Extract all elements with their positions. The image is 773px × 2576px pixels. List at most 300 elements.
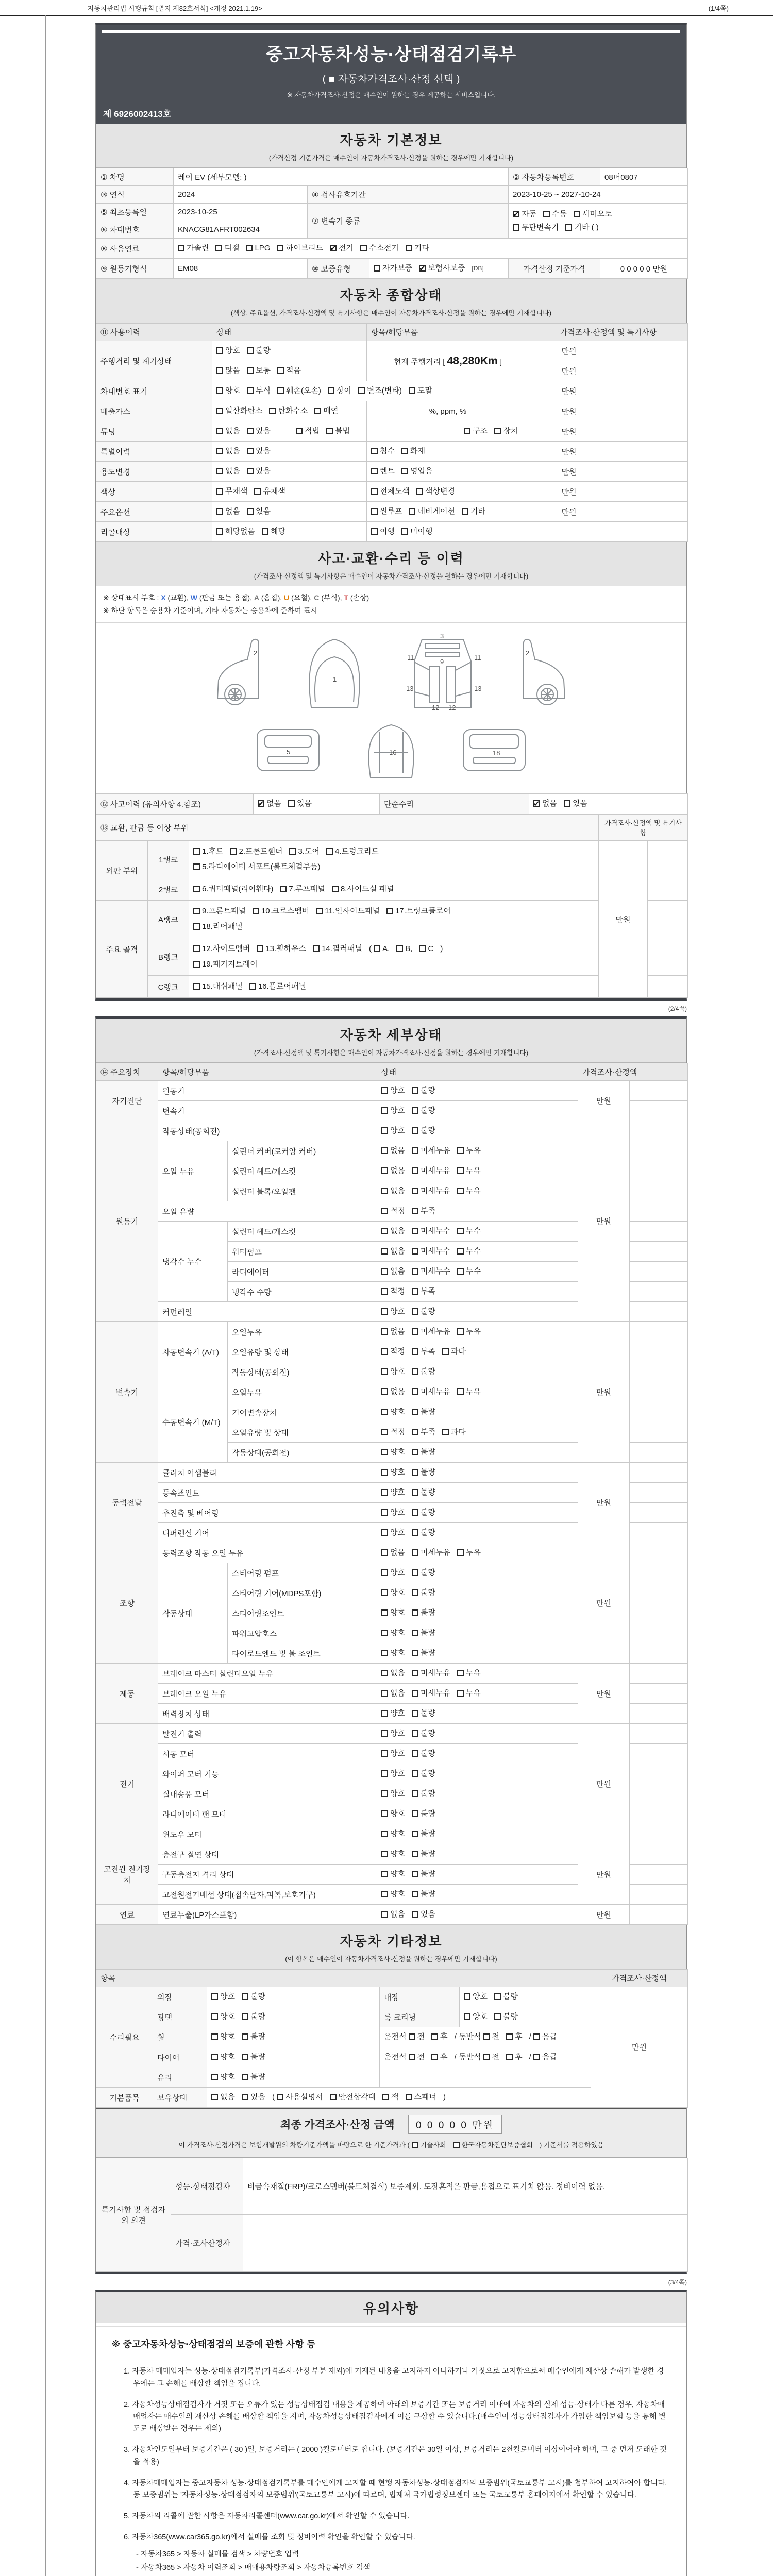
checkbox-option-미세누유[interactable]: 미세누유 (412, 1325, 450, 1338)
unchecked-checkbox-icon[interactable] (193, 945, 200, 952)
checkbox-option-없음[interactable]: 없음 (381, 1144, 405, 1158)
unchecked-checkbox-icon[interactable] (494, 2013, 501, 2020)
unchecked-checkbox-icon[interactable] (381, 1609, 388, 1616)
checkbox-option-불량[interactable]: 불량 (412, 1868, 435, 1881)
checkbox-option-없음[interactable]: 없음 (381, 1325, 405, 1338)
unchecked-checkbox-icon[interactable] (412, 1710, 418, 1717)
checkbox-option-4.트렁크리드[interactable]: 4.트렁크리드 (326, 845, 379, 858)
checkbox-option-양호[interactable]: 양호 (381, 1466, 405, 1479)
checkbox-option-양호[interactable]: 양호 (381, 1104, 405, 1117)
checkbox-option-불량[interactable]: 불량 (412, 1365, 435, 1379)
unchecked-checkbox-icon[interactable] (326, 848, 333, 855)
checkbox-option-부족[interactable]: 부족 (412, 1426, 435, 1439)
unchecked-checkbox-icon[interactable] (326, 428, 333, 434)
checkbox-option-훼손(오손)[interactable]: 훼손(오손) (277, 384, 321, 398)
checkbox-option-부식[interactable]: 부식 (247, 384, 271, 398)
checkbox-option-14.필러패널[interactable]: 14.필러패널 (313, 942, 362, 956)
unchecked-checkbox-icon[interactable] (412, 1730, 418, 1737)
unchecked-checkbox-icon[interactable] (381, 1268, 388, 1275)
checkbox-option-전[interactable]: 전 (409, 2030, 425, 2044)
unchecked-checkbox-icon[interactable] (464, 428, 470, 434)
checkbox-option-없음[interactable]: 없음 (216, 465, 240, 478)
unchecked-checkbox-icon[interactable] (211, 2074, 218, 2080)
unchecked-checkbox-icon[interactable] (242, 2013, 248, 2020)
checkbox-option-양호[interactable]: 양호 (381, 1405, 405, 1419)
unchecked-checkbox-icon[interactable] (371, 528, 378, 535)
checkbox-option-후[interactable]: 후 (431, 2050, 448, 2064)
checkbox-option-미세누수[interactable]: 미세누수 (412, 1265, 450, 1278)
checkbox-option-없음[interactable]: 없음 (381, 1908, 405, 1921)
checkbox-option-없음[interactable]: 없음 (381, 1265, 405, 1278)
unchecked-checkbox-icon[interactable] (406, 245, 412, 251)
checkbox-option-자동[interactable]: ✔자동 (513, 208, 536, 221)
checked-checkbox-icon[interactable] (419, 265, 426, 272)
unchecked-checkbox-icon[interactable] (412, 1248, 418, 1255)
checkbox-option-7.루프패널[interactable]: 7.루프패널 (280, 883, 325, 896)
checkbox-option-있음[interactable]: 있음 (412, 1908, 435, 1921)
checkbox-option-안전삼각대[interactable]: 안전삼각대 (330, 2091, 376, 2104)
checkbox-option-화재[interactable]: 화재 (401, 445, 425, 458)
checkbox-option-불량[interactable]: 불량 (242, 2030, 265, 2044)
checkbox-option-불량[interactable]: 불량 (242, 2050, 265, 2064)
unchecked-checkbox-icon[interactable] (277, 2094, 283, 2100)
checkbox-option-응급[interactable]: 응급 (533, 2030, 557, 2044)
checkbox-option-스패너[interactable]: 스패너 (406, 2091, 436, 2104)
unchecked-checkbox-icon[interactable] (412, 1750, 418, 1757)
unchecked-checkbox-icon[interactable] (483, 2033, 490, 2040)
unchecked-checkbox-icon[interactable] (464, 1993, 470, 2000)
unchecked-checkbox-icon[interactable] (381, 1208, 388, 1214)
unchecked-checkbox-icon[interactable] (401, 528, 408, 535)
unchecked-checkbox-icon[interactable] (381, 1308, 388, 1315)
checkbox-option-17.트렁크플로어[interactable]: 17.트렁크플로어 (386, 905, 451, 918)
checkbox-option-미세누수[interactable]: 미세누수 (412, 1225, 450, 1238)
unchecked-checkbox-icon[interactable] (419, 945, 426, 952)
checkbox-option-11.인사이드패널[interactable]: 11.인사이드패널 (316, 905, 380, 918)
unchecked-checkbox-icon[interactable] (412, 1529, 418, 1536)
checkbox-option-누유[interactable]: 누유 (457, 1687, 481, 1700)
unchecked-checkbox-icon[interactable] (374, 265, 380, 272)
unchecked-checkbox-icon[interactable] (381, 1529, 388, 1536)
checkbox-option-기타 ( )[interactable]: 기타 ( ) (565, 221, 598, 234)
checkbox-option-불량[interactable]: 불량 (412, 1104, 435, 1117)
unchecked-checkbox-icon[interactable] (412, 1650, 418, 1656)
checkbox-option-기술사회[interactable]: 기술사회 (412, 2139, 446, 2152)
checkbox-option-네비게이션[interactable]: 네비게이션 (409, 505, 455, 518)
checkbox-option-불량[interactable]: 불량 (412, 1486, 435, 1499)
unchecked-checkbox-icon[interactable] (381, 1409, 388, 1415)
unchecked-checkbox-icon[interactable] (381, 1248, 388, 1255)
unchecked-checkbox-icon[interactable] (358, 387, 365, 394)
unchecked-checkbox-icon[interactable] (211, 2033, 218, 2040)
checkbox-option-C[interactable]: C (419, 942, 433, 956)
checkbox-option-없음[interactable]: 없음 (381, 1245, 405, 1258)
checkbox-option-불량[interactable]: 불량 (412, 1586, 435, 1600)
checkbox-option-보통[interactable]: 보통 (247, 364, 271, 378)
checkbox-option-양호[interactable]: 양호 (381, 1124, 405, 1138)
checkbox-option-가솔린[interactable]: 가솔린 (178, 242, 209, 255)
unchecked-checkbox-icon[interactable] (381, 1188, 388, 1194)
unchecked-checkbox-icon[interactable] (193, 863, 200, 870)
unchecked-checkbox-icon[interactable] (381, 1569, 388, 1576)
unchecked-checkbox-icon[interactable] (464, 2013, 470, 2020)
unchecked-checkbox-icon[interactable] (381, 1831, 388, 1837)
unchecked-checkbox-icon[interactable] (247, 448, 254, 454)
checkbox-option-15.대쉬패널[interactable]: 15.대쉬패널 (193, 980, 243, 993)
unchecked-checkbox-icon[interactable] (216, 387, 223, 394)
unchecked-checkbox-icon[interactable] (412, 1348, 418, 1355)
checkbox-option-양호[interactable]: 양호 (211, 2071, 235, 2084)
unchecked-checkbox-icon[interactable] (328, 387, 334, 394)
checkbox-option-전기[interactable]: ✔ 전기 (330, 242, 354, 255)
checkbox-option-구조[interactable]: 구조 (464, 425, 488, 438)
unchecked-checkbox-icon[interactable] (381, 1911, 388, 1918)
unchecked-checkbox-icon[interactable] (242, 1993, 248, 2000)
unchecked-checkbox-icon[interactable] (381, 1810, 388, 1817)
unchecked-checkbox-icon[interactable] (442, 1429, 449, 1435)
checkbox-option-미세누유[interactable]: 미세누유 (412, 1144, 450, 1158)
unchecked-checkbox-icon[interactable] (374, 945, 380, 952)
unchecked-checkbox-icon[interactable] (381, 1851, 388, 1857)
checkbox-option-미이행[interactable]: 미이행 (401, 525, 432, 538)
checkbox-option-누유[interactable]: 누유 (457, 1546, 481, 1560)
checkbox-option-기타[interactable]: 기타 (462, 505, 485, 518)
checkbox-option-양호[interactable]: 양호 (381, 1365, 405, 1379)
unchecked-checkbox-icon[interactable] (381, 1429, 388, 1435)
unchecked-checkbox-icon[interactable] (381, 1469, 388, 1476)
checkbox-option-유채색[interactable]: 유채색 (254, 485, 285, 498)
unchecked-checkbox-icon[interactable] (412, 1851, 418, 1857)
unchecked-checkbox-icon[interactable] (412, 1228, 418, 1234)
unchecked-checkbox-icon[interactable] (412, 1489, 418, 1496)
checkbox-option-없음[interactable]: 없음 (381, 1546, 405, 1560)
checkbox-option-미세누유[interactable]: 미세누유 (412, 1546, 450, 1560)
checkbox-option-일산화탄소[interactable]: 일산화탄소 (216, 404, 262, 418)
checkbox-option-누수[interactable]: 누수 (457, 1265, 481, 1278)
checkbox-option-불량[interactable]: 불량 (412, 1466, 435, 1479)
checkbox-option-무채색[interactable]: 무채색 (216, 485, 247, 498)
checkbox-option-9.프론트패널[interactable]: 9.프론트패널 (193, 905, 246, 918)
unchecked-checkbox-icon[interactable] (457, 1248, 464, 1255)
unchecked-checkbox-icon[interactable] (412, 1147, 418, 1154)
unchecked-checkbox-icon[interactable] (216, 408, 223, 414)
checkbox-option-불량[interactable]: 불량 (412, 1647, 435, 1660)
checkbox-option-렌트[interactable]: 렌트 (371, 465, 395, 478)
unchecked-checkbox-icon[interactable] (442, 1348, 449, 1355)
checkbox-option-불량[interactable]: 불량 (412, 1747, 435, 1760)
checkbox-option-양호[interactable]: 양호 (216, 344, 240, 358)
unchecked-checkbox-icon[interactable] (412, 1208, 418, 1214)
checkbox-option-양호[interactable]: 양호 (464, 1990, 488, 2004)
unchecked-checkbox-icon[interactable] (247, 508, 254, 515)
checkbox-option-양호[interactable]: 양호 (211, 2030, 235, 2044)
unchecked-checkbox-icon[interactable] (412, 1167, 418, 1174)
checkbox-option-전체도색[interactable]: 전체도색 (371, 485, 410, 498)
checkbox-option-불량[interactable]: 불량 (412, 1767, 435, 1781)
unchecked-checkbox-icon[interactable] (412, 2142, 418, 2148)
unchecked-checkbox-icon[interactable] (412, 1770, 418, 1777)
unchecked-checkbox-icon[interactable] (247, 347, 254, 354)
checkbox-option-자가보증[interactable]: 자가보증 (374, 262, 412, 275)
unchecked-checkbox-icon[interactable] (193, 848, 200, 855)
checkbox-option-미세누유[interactable]: 미세누유 (412, 1667, 450, 1680)
checkbox-option-양호[interactable]: 양호 (381, 1566, 405, 1580)
checkbox-option-6.쿼터패널(리어휀다)[interactable]: 6.쿼터패널(리어휀다) (193, 883, 273, 896)
checkbox-option-변조(변타)[interactable]: 변조(변타) (358, 384, 402, 398)
checkbox-option-없음[interactable]: 없음 (381, 1667, 405, 1680)
unchecked-checkbox-icon[interactable] (412, 1670, 418, 1676)
checkbox-option-LPG[interactable]: LPG (246, 242, 270, 255)
unchecked-checkbox-icon[interactable] (412, 1087, 418, 1094)
unchecked-checkbox-icon[interactable] (574, 211, 580, 217)
checkbox-option-장치[interactable]: 장치 (494, 425, 518, 438)
unchecked-checkbox-icon[interactable] (381, 1489, 388, 1496)
checkbox-option-있음[interactable]: 있음 (242, 2091, 265, 2104)
unchecked-checkbox-icon[interactable] (457, 1147, 464, 1154)
unchecked-checkbox-icon[interactable] (257, 945, 263, 952)
unchecked-checkbox-icon[interactable] (381, 1891, 388, 1897)
unchecked-checkbox-icon[interactable] (412, 1630, 418, 1636)
checkbox-option-양호[interactable]: 양호 (381, 1526, 405, 1539)
checkbox-option-불량[interactable]: 불량 (412, 1626, 435, 1640)
checkbox-option-불량[interactable]: 불량 (412, 1827, 435, 1841)
unchecked-checkbox-icon[interactable] (314, 408, 321, 414)
checkbox-option-부족[interactable]: 부족 (412, 1345, 435, 1359)
unchecked-checkbox-icon[interactable] (381, 1630, 388, 1636)
checkbox-option-미세누유[interactable]: 미세누유 (412, 1687, 450, 1700)
checkbox-option-누유[interactable]: 누유 (457, 1667, 481, 1680)
unchecked-checkbox-icon[interactable] (381, 1730, 388, 1737)
checkbox-option-불량[interactable]: 불량 (412, 1807, 435, 1821)
unchecked-checkbox-icon[interactable] (412, 1790, 418, 1797)
checkbox-option-13.휠하우스[interactable]: 13.휠하우스 (257, 942, 306, 956)
unchecked-checkbox-icon[interactable] (216, 367, 223, 374)
checkbox-option-양호[interactable]: 양호 (381, 1606, 405, 1620)
unchecked-checkbox-icon[interactable] (193, 983, 200, 990)
checkbox-option-누유[interactable]: 누유 (457, 1144, 481, 1158)
unchecked-checkbox-icon[interactable] (409, 2054, 415, 2060)
unchecked-checkbox-icon[interactable] (193, 961, 200, 968)
checkbox-option-없음[interactable]: 없음 (211, 2091, 235, 2104)
checkbox-option-양호[interactable]: 양호 (211, 1990, 235, 2004)
unchecked-checkbox-icon[interactable] (386, 908, 393, 914)
checkbox-option-한국자동차진단보증협회[interactable]: 한국자동차진단보증협회 (453, 2139, 533, 2152)
unchecked-checkbox-icon[interactable] (412, 1409, 418, 1415)
unchecked-checkbox-icon[interactable] (193, 908, 200, 914)
unchecked-checkbox-icon[interactable] (412, 1368, 418, 1375)
unchecked-checkbox-icon[interactable] (332, 886, 339, 892)
checkbox-option-3.도어[interactable]: 3.도어 (289, 845, 320, 858)
checkbox-option-불량[interactable]: 불량 (494, 1990, 518, 2004)
checkbox-option-불량[interactable]: 불량 (412, 1405, 435, 1419)
unchecked-checkbox-icon[interactable] (457, 1690, 464, 1697)
checked-checkbox-icon[interactable] (513, 211, 519, 217)
unchecked-checkbox-icon[interactable] (494, 1993, 501, 2000)
checkbox-option-불량[interactable]: 불량 (242, 1990, 265, 2004)
checkbox-option-수동[interactable]: 수동 (543, 208, 567, 221)
unchecked-checkbox-icon[interactable] (381, 1790, 388, 1797)
unchecked-checkbox-icon[interactable] (269, 408, 276, 414)
unchecked-checkbox-icon[interactable] (381, 1670, 388, 1676)
unchecked-checkbox-icon[interactable] (412, 1107, 418, 1114)
checkbox-option-적정[interactable]: 적정 (381, 1285, 405, 1298)
unchecked-checkbox-icon[interactable] (381, 1328, 388, 1335)
checkbox-option-영업용[interactable]: 영업용 (401, 465, 432, 478)
unchecked-checkbox-icon[interactable] (412, 1429, 418, 1435)
unchecked-checkbox-icon[interactable] (431, 2054, 438, 2060)
checkbox-option-양호[interactable]: 양호 (464, 2010, 488, 2024)
unchecked-checkbox-icon[interactable] (296, 428, 303, 434)
checkbox-option-없음[interactable]: ✔ 없음 (258, 797, 281, 810)
unchecked-checkbox-icon[interactable] (289, 848, 296, 855)
unchecked-checkbox-icon[interactable] (381, 1750, 388, 1757)
checkbox-option-부족[interactable]: 부족 (412, 1285, 435, 1298)
checkbox-option-디젤[interactable]: 디젤 (215, 242, 239, 255)
checkbox-option-양호[interactable]: 양호 (381, 1446, 405, 1459)
checkbox-option-탄화수소[interactable]: 탄화수소 (269, 404, 308, 418)
checkbox-option-양호[interactable]: 양호 (381, 1827, 405, 1841)
unchecked-checkbox-icon[interactable] (462, 508, 468, 515)
checkbox-option-없음[interactable]: 없음 (216, 425, 240, 438)
unchecked-checkbox-icon[interactable] (412, 1831, 418, 1837)
checkbox-option-응급[interactable]: 응급 (533, 2050, 557, 2064)
unchecked-checkbox-icon[interactable] (457, 1670, 464, 1676)
unchecked-checkbox-icon[interactable] (412, 1449, 418, 1455)
checkbox-option-없음[interactable]: 없음 (381, 1385, 405, 1399)
checkbox-option-1.후드[interactable]: 1.후드 (193, 845, 224, 858)
checkbox-option-세미오토[interactable]: 세미오토 (574, 208, 612, 221)
unchecked-checkbox-icon[interactable] (381, 1228, 388, 1234)
unchecked-checkbox-icon[interactable] (381, 1167, 388, 1174)
checkbox-option-양호[interactable]: 양호 (381, 1305, 405, 1318)
checkbox-option-과다[interactable]: 과다 (442, 1426, 466, 1439)
checkbox-option-불량[interactable]: 불량 (247, 344, 271, 358)
checkbox-option-해당[interactable]: 해당 (262, 525, 285, 538)
unchecked-checkbox-icon[interactable] (431, 2033, 438, 2040)
checked-checkbox-icon[interactable] (330, 245, 337, 251)
unchecked-checkbox-icon[interactable] (242, 2054, 248, 2060)
checkbox-option-불량[interactable]: 불량 (412, 1446, 435, 1459)
unchecked-checkbox-icon[interactable] (412, 1871, 418, 1877)
checkbox-option-양호[interactable]: 양호 (381, 1787, 405, 1801)
unchecked-checkbox-icon[interactable] (381, 1388, 388, 1395)
unchecked-checkbox-icon[interactable] (412, 1268, 418, 1275)
unchecked-checkbox-icon[interactable] (565, 224, 572, 231)
checkbox-option-있음[interactable]: 있음 (564, 797, 587, 810)
checkbox-option-양호[interactable]: 양호 (381, 1888, 405, 1901)
checkbox-option-전[interactable]: 전 (409, 2050, 425, 2064)
checkbox-option-불량[interactable]: 불량 (412, 1727, 435, 1740)
unchecked-checkbox-icon[interactable] (513, 224, 519, 231)
unchecked-checkbox-icon[interactable] (409, 508, 415, 515)
checkbox-option-전[interactable]: 전 (483, 2050, 500, 2064)
checkbox-option-있음[interactable]: 있음 (247, 445, 271, 458)
unchecked-checkbox-icon[interactable] (494, 428, 501, 434)
checkbox-option-양호[interactable]: 양호 (211, 2010, 235, 2024)
checkbox-option-양호[interactable]: 양호 (381, 1486, 405, 1499)
checkbox-option-5.라디에이터 서포트(볼트체결부품)[interactable]: 5.라디에이터 서포트(볼트체결부품) (193, 860, 321, 874)
unchecked-checkbox-icon[interactable] (193, 923, 200, 930)
checkbox-option-불법[interactable]: 불법 (326, 425, 350, 438)
checkbox-option-양호[interactable]: 양호 (211, 2050, 235, 2064)
unchecked-checkbox-icon[interactable] (193, 886, 200, 892)
unchecked-checkbox-icon[interactable] (288, 800, 295, 807)
checkbox-option-2.프론트휀더[interactable]: 2.프론트휀더 (230, 845, 283, 858)
unchecked-checkbox-icon[interactable] (457, 1167, 464, 1174)
checkbox-option-있음[interactable]: 있음 (247, 425, 271, 438)
unchecked-checkbox-icon[interactable] (457, 1228, 464, 1234)
unchecked-checkbox-icon[interactable] (401, 448, 408, 454)
unchecked-checkbox-icon[interactable] (313, 945, 320, 952)
unchecked-checkbox-icon[interactable] (412, 1127, 418, 1134)
checkbox-option-매연[interactable]: 매연 (314, 404, 338, 418)
unchecked-checkbox-icon[interactable] (381, 1509, 388, 1516)
unchecked-checkbox-icon[interactable] (483, 2054, 490, 2060)
unchecked-checkbox-icon[interactable] (412, 1690, 418, 1697)
checkbox-option-부족[interactable]: 부족 (412, 1205, 435, 1218)
checkbox-option-후[interactable]: 후 (506, 2050, 523, 2064)
checkbox-option-불량[interactable]: 불량 (412, 1084, 435, 1097)
unchecked-checkbox-icon[interactable] (412, 1509, 418, 1516)
unchecked-checkbox-icon[interactable] (247, 428, 254, 434)
checkbox-option-수소전기[interactable]: 수소전기 (360, 242, 399, 255)
checkbox-option-보험사보증[interactable]: ✔ 보험사보증 (419, 262, 465, 275)
unchecked-checkbox-icon[interactable] (506, 2054, 513, 2060)
unchecked-checkbox-icon[interactable] (533, 2054, 540, 2060)
unchecked-checkbox-icon[interactable] (381, 1650, 388, 1656)
unchecked-checkbox-icon[interactable] (254, 488, 261, 495)
unchecked-checkbox-icon[interactable] (381, 1348, 388, 1355)
unchecked-checkbox-icon[interactable] (409, 2033, 415, 2040)
unchecked-checkbox-icon[interactable] (216, 448, 223, 454)
unchecked-checkbox-icon[interactable] (230, 848, 237, 855)
unchecked-checkbox-icon[interactable] (381, 1449, 388, 1455)
unchecked-checkbox-icon[interactable] (412, 1891, 418, 1897)
unchecked-checkbox-icon[interactable] (412, 1188, 418, 1194)
checkbox-option-사용설명서[interactable]: 사용설명서 (277, 2091, 323, 2104)
checkbox-option-적법[interactable]: 적법 (296, 425, 320, 438)
checkbox-option-불량[interactable]: 불량 (412, 1707, 435, 1720)
unchecked-checkbox-icon[interactable] (381, 1549, 388, 1556)
unchecked-checkbox-icon[interactable] (247, 367, 254, 374)
checkbox-option-침수[interactable]: 침수 (371, 445, 395, 458)
unchecked-checkbox-icon[interactable] (412, 1911, 418, 1918)
unchecked-checkbox-icon[interactable] (216, 528, 223, 535)
unchecked-checkbox-icon[interactable] (543, 211, 550, 217)
unchecked-checkbox-icon[interactable] (381, 1770, 388, 1777)
checkbox-option-불량[interactable]: 불량 (412, 1888, 435, 1901)
unchecked-checkbox-icon[interactable] (211, 2054, 218, 2060)
checkbox-option-없음[interactable]: 없음 (381, 1225, 405, 1238)
unchecked-checkbox-icon[interactable] (382, 2094, 389, 2100)
unchecked-checkbox-icon[interactable] (216, 428, 223, 434)
unchecked-checkbox-icon[interactable] (381, 1288, 388, 1295)
unchecked-checkbox-icon[interactable] (211, 1993, 218, 2000)
checkbox-option-미세누유[interactable]: 미세누유 (412, 1164, 450, 1178)
checkbox-option-색상변경[interactable]: 색상변경 (416, 485, 455, 498)
checkbox-option-누수[interactable]: 누수 (457, 1225, 481, 1238)
checkbox-option-미세누유[interactable]: 미세누유 (412, 1184, 450, 1198)
unchecked-checkbox-icon[interactable] (412, 1288, 418, 1295)
checkbox-option-18.리어패널[interactable]: 18.리어패널 (193, 920, 243, 934)
checkbox-option-해당없음[interactable]: 해당없음 (216, 525, 255, 538)
unchecked-checkbox-icon[interactable] (371, 488, 378, 495)
checkbox-option-양호[interactable]: 양호 (216, 384, 240, 398)
checkbox-option-10.크로스멤버[interactable]: 10.크로스멤버 (253, 905, 309, 918)
unchecked-checkbox-icon[interactable] (280, 886, 287, 892)
checkbox-option-불량[interactable]: 불량 (412, 1526, 435, 1539)
checked-checkbox-icon[interactable] (533, 800, 540, 807)
